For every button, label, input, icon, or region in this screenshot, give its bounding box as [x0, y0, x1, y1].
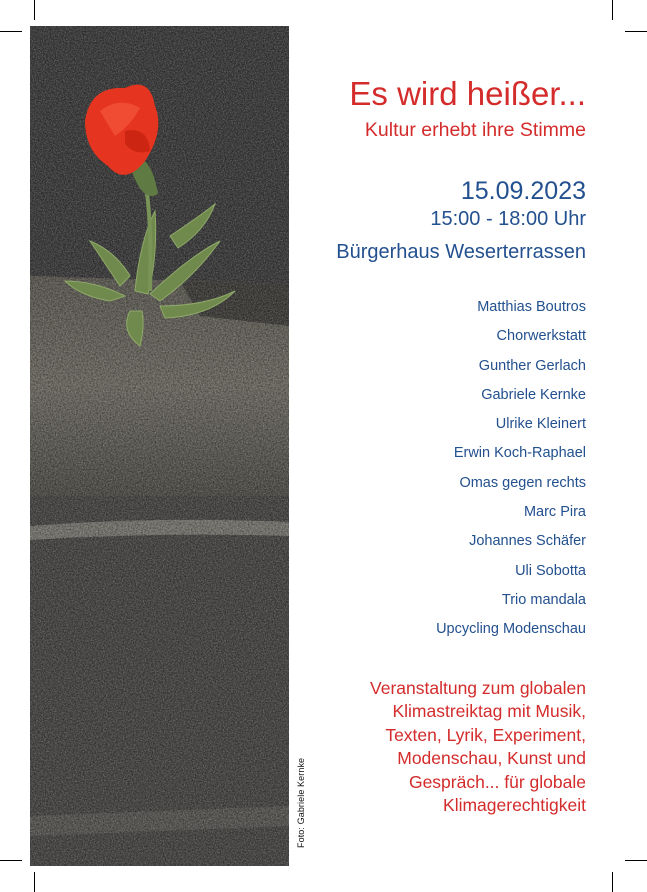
event-time: 15:00 - 18:00 Uhr — [430, 208, 586, 230]
crop-mark — [0, 860, 22, 861]
list-item: Chorwerkstatt — [496, 328, 586, 345]
crop-mark — [34, 872, 35, 892]
description-line: Klimastreiktag mit Musik, — [392, 701, 586, 722]
description-line: Gespräch... für globale — [408, 771, 586, 792]
crop-mark — [612, 872, 613, 892]
event-description — [370, 677, 586, 817]
description-line: Klimagerechtigkeit — [443, 795, 586, 816]
list-item: Upcycling Modenschau — [436, 621, 586, 638]
crop-mark — [625, 860, 647, 861]
list-item: Marc Pira — [523, 504, 586, 521]
performer-list — [436, 296, 586, 648]
photo-credit: Foto: Gabriele Kernke — [296, 757, 306, 848]
description-line: Veranstaltung zum globalen — [370, 678, 586, 698]
list-item: Gunther Gerlach — [478, 357, 586, 374]
event-title: Es wird heißer... — [349, 75, 586, 112]
poppy-asphalt-photo — [30, 26, 289, 866]
list-item: Matthias Boutros — [477, 299, 586, 315]
list-item: Johannes Schäfer — [469, 533, 586, 550]
crop-mark — [612, 0, 613, 20]
list-item: Uli Sobotta — [515, 562, 586, 579]
event-date: 15.09.2023 — [460, 177, 586, 205]
list-item: Ulrike Kleinert — [495, 416, 586, 433]
crop-mark — [34, 0, 35, 20]
crop-mark — [0, 31, 22, 32]
list-item: Erwin Koch-Raphael — [453, 445, 586, 462]
event-subtitle: Kultur erhebt ihre Stimme — [364, 119, 586, 141]
list-item: Gabriele Kernke — [481, 386, 586, 403]
event-venue: Bürgerhaus Weserterrassen — [336, 241, 586, 263]
list-item: Trio mandala — [501, 591, 586, 608]
description-line: Texten, Lyrik, Experiment, — [385, 724, 586, 745]
list-item: Omas gegen rechts — [459, 474, 586, 491]
description-line: Modenschau, Kunst und — [397, 748, 586, 769]
crop-mark — [625, 31, 647, 32]
